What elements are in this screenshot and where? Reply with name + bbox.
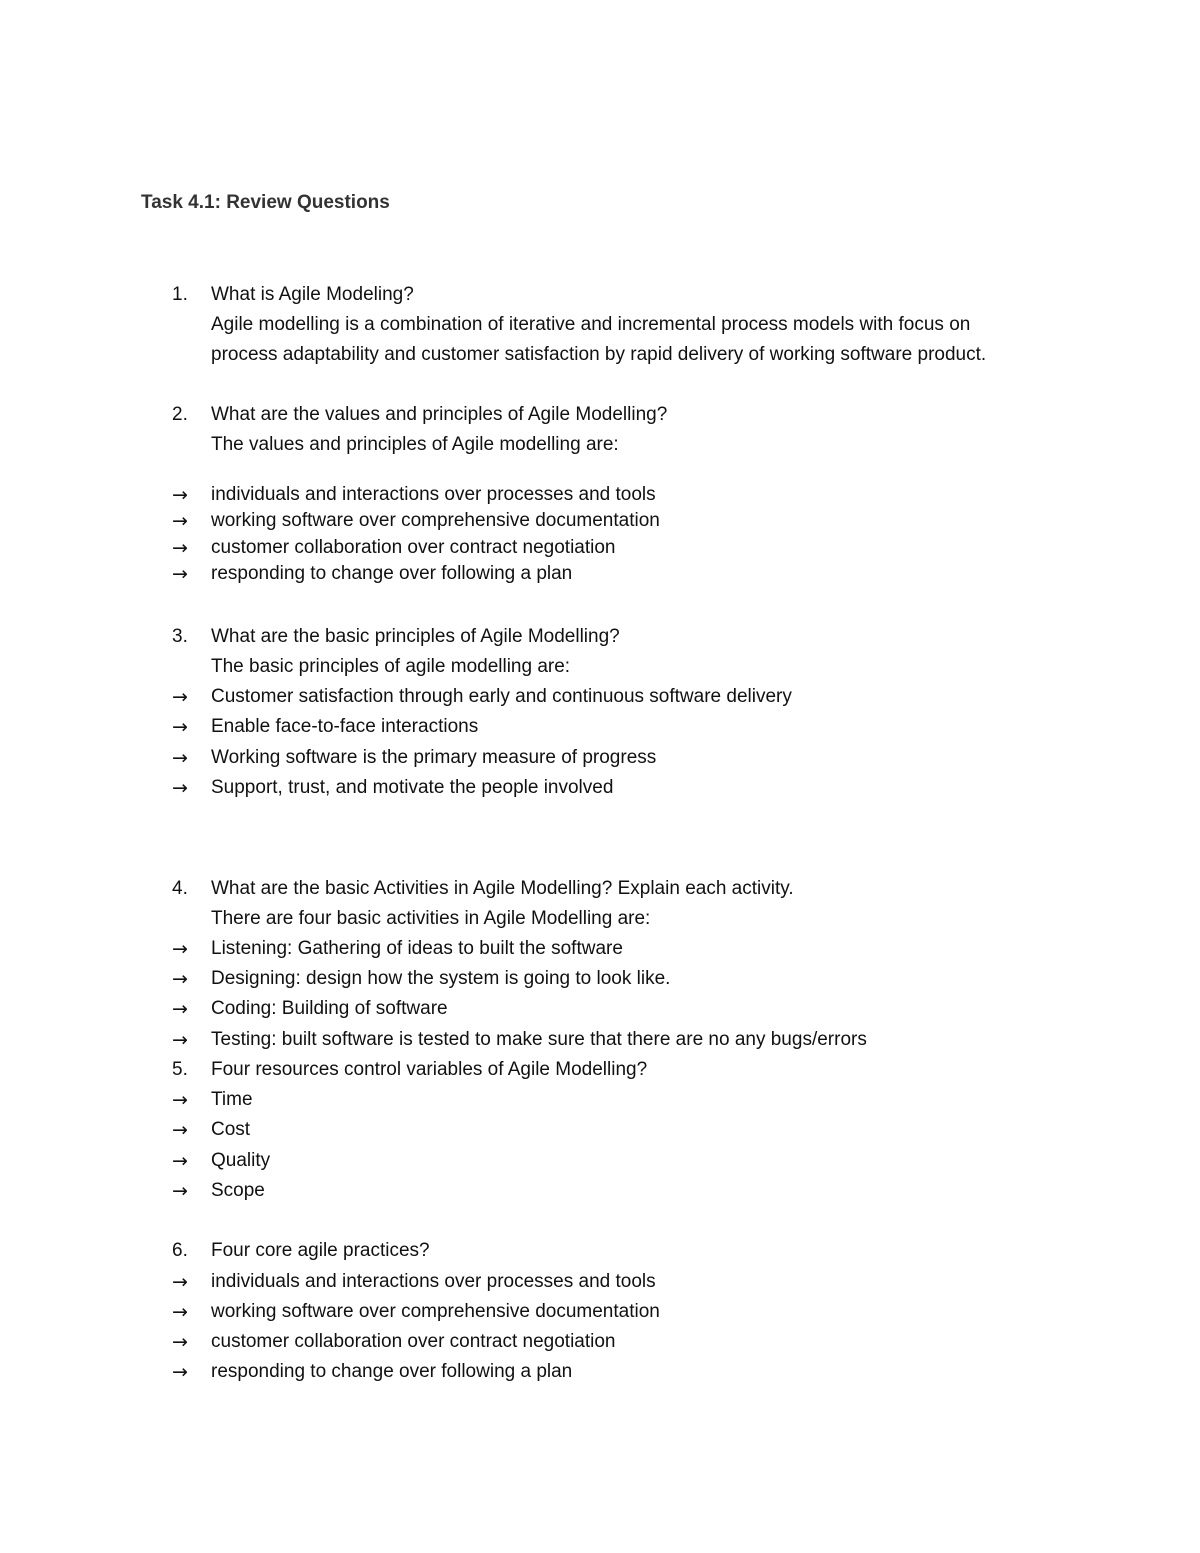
- bullet-item: Scope: [211, 1180, 265, 1201]
- bullet-item: working software over comprehensive documentation: [211, 510, 660, 531]
- arrow-bullet-icon: →: [172, 1271, 188, 1293]
- bullet-item: Time: [211, 1089, 253, 1110]
- arrow-bullet-icon: →: [172, 1119, 188, 1141]
- answer-line: process adaptability and customer satisfaction by rapid delivery of working software product.: [211, 344, 987, 365]
- arrow-bullet-icon: →: [172, 563, 188, 585]
- arrow-bullet-icon: →: [172, 1331, 188, 1353]
- bullet-item: Working software is the primary measure of progress: [211, 747, 657, 768]
- bullet-item: Enable face-to-face interactions: [211, 716, 479, 737]
- question-number: 1.: [172, 284, 188, 305]
- question-text: What are the values and principles of Agile Modelling?: [211, 404, 668, 425]
- answer-line: Agile modelling is a combination of iterative and incremental process models with focus on: [211, 314, 971, 335]
- bullet-item: Support, trust, and motivate the people involved: [211, 777, 614, 798]
- bullet-item: responding to change over following a plan: [211, 563, 573, 584]
- bullet-item: Customer satisfaction through early and continuous software delivery: [211, 686, 792, 707]
- arrow-bullet-icon: →: [172, 510, 188, 532]
- arrow-bullet-icon: →: [172, 998, 188, 1020]
- bullet-item: Quality: [211, 1150, 271, 1171]
- bullet-item: individuals and interactions over processes and tools: [211, 484, 656, 505]
- arrow-bullet-icon: →: [172, 686, 188, 708]
- bullet-item: Coding: Building of software: [211, 998, 448, 1019]
- question-text: Four core agile practices?: [211, 1240, 430, 1261]
- bullet-item: individuals and interactions over processes and tools: [211, 1271, 656, 1292]
- bullet-item: Testing: built software is tested to make sure that there are no any bugs/errors: [211, 1029, 867, 1050]
- question-text: Four resources control variables of Agile Modelling?: [211, 1059, 648, 1080]
- answer-intro: The values and principles of Agile modelling are:: [211, 434, 619, 455]
- bullet-item: responding to change over following a plan: [211, 1361, 573, 1382]
- arrow-bullet-icon: →: [172, 537, 188, 559]
- question-text: What are the basic Activities in Agile Modelling? Explain each activity.: [211, 878, 794, 899]
- document-title: Task 4.1: Review Questions: [141, 192, 390, 213]
- arrow-bullet-icon: →: [172, 747, 188, 769]
- answer-intro: There are four basic activities in Agile Modelling are:: [211, 908, 651, 929]
- bullet-item: customer collaboration over contract negotiation: [211, 537, 616, 558]
- bullet-item: Cost: [211, 1119, 251, 1140]
- arrow-bullet-icon: →: [172, 777, 188, 799]
- arrow-bullet-icon: →: [172, 716, 188, 738]
- arrow-bullet-icon: →: [172, 1029, 188, 1051]
- arrow-bullet-icon: →: [172, 1150, 188, 1172]
- question-number: 6.: [172, 1240, 188, 1261]
- bullet-item: Designing: design how the system is going to look like.: [211, 968, 671, 989]
- arrow-bullet-icon: →: [172, 1361, 188, 1383]
- arrow-bullet-icon: →: [172, 1180, 188, 1202]
- bullet-item: working software over comprehensive documentation: [211, 1301, 660, 1322]
- arrow-bullet-icon: →: [172, 1301, 188, 1323]
- question-number: 2.: [172, 404, 188, 425]
- question-text: What are the basic principles of Agile Modelling?: [211, 626, 620, 647]
- question-number: 4.: [172, 878, 188, 899]
- question-number: 5.: [172, 1059, 188, 1080]
- answer-intro: The basic principles of agile modelling are:: [211, 656, 571, 677]
- bullet-item: Listening: Gathering of ideas to built the software: [211, 938, 623, 959]
- question-text: What is Agile Modeling?: [211, 284, 414, 305]
- bullet-item: customer collaboration over contract negotiation: [211, 1331, 616, 1352]
- arrow-bullet-icon: →: [172, 938, 188, 960]
- arrow-bullet-icon: →: [172, 1089, 188, 1111]
- question-number: 3.: [172, 626, 188, 647]
- arrow-bullet-icon: →: [172, 484, 188, 506]
- arrow-bullet-icon: →: [172, 968, 188, 990]
